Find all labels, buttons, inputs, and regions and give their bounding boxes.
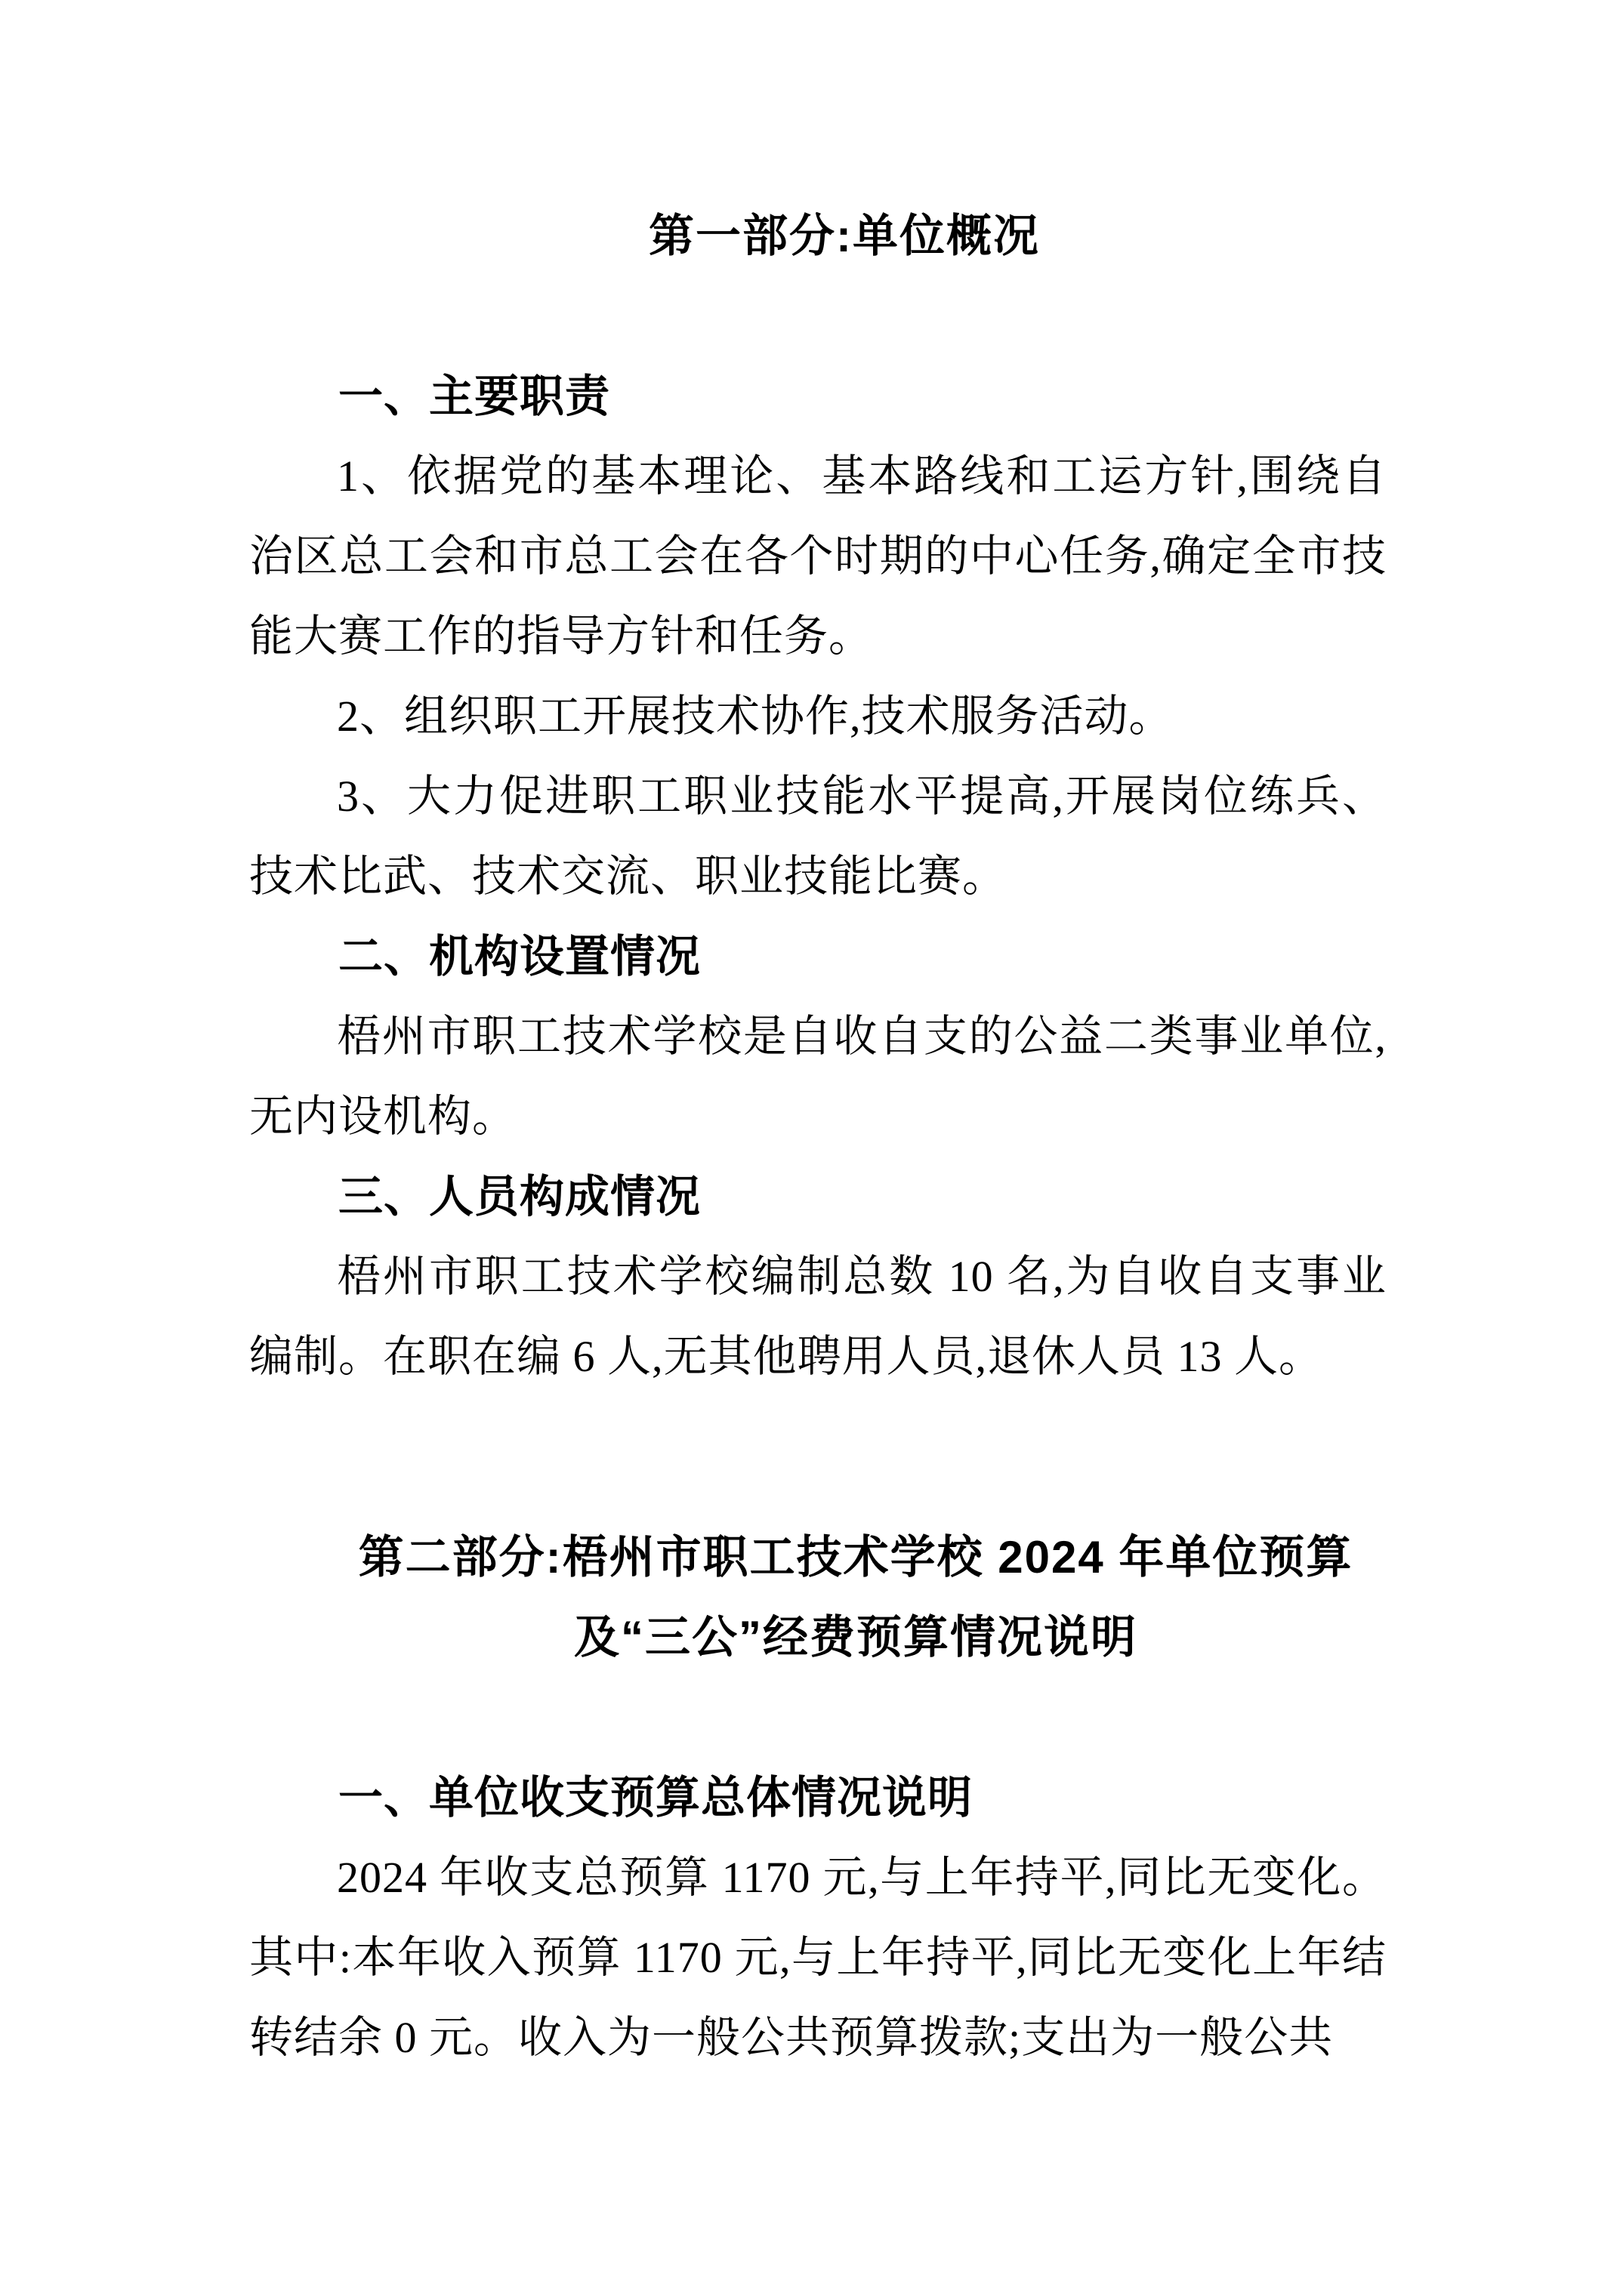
part2-title-block — [249, 1518, 1387, 1678]
part1-paragraph-org-setup: 梧州市职工技术学校是自收自支的公益二类事业单位,无内设机构。 — [249, 1012, 1387, 1141]
part1-paragraph-duty-2: 2、组织职工开展技术协作,技术服务活动。 — [337, 692, 1174, 741]
part1-title: 第一部分:单位概况 — [649, 211, 1040, 261]
part1-paragraph-personnel: 梧州市职工技术学校编制总数 10 名,为自收自支事业编制。在职在编 6 人,无其他聘用人员,退休人员 13 人。 — [249, 1252, 1387, 1381]
section-gap — [249, 1397, 1387, 1518]
part1-heading-main-duties: 一、主要职责 — [338, 371, 611, 421]
blank-line — [249, 1678, 1387, 1758]
part1-heading-org-setup: 二、机构设置情况 — [338, 932, 702, 982]
part1-paragraph-duty-3: 3、大力促进职工职业技能水平提高,开展岗位练兵、技术比武、技术交流、职业技能比赛。 — [249, 772, 1387, 901]
part2-title-line-2: 及“三公”经费预算情况说明 — [574, 1612, 1137, 1663]
part1-paragraph-duty-1: 1、依据党的基本理论、基本路线和工运方针,围绕自治区总工会和市总工会在各个时期的中心任务,确定全市技能大赛工作的指导方针和任务。 — [249, 451, 1387, 661]
part2-title-line-1: 第二部分:梧州市职工技术学校 2024 年单位预算 — [358, 1532, 1353, 1583]
blank-line — [249, 276, 1387, 356]
part1-heading-personnel: 三、人员构成情况 — [338, 1172, 702, 1222]
part2-paragraph-budget-overview: 2024 年收支总预算 1170 元,与上年持平,同比无变化。其中:本年收入预算 1170 元,与上年持平,同比无变化上年结转结余 0 元。收入为一般公共预算拨款;支出为一般公共 — [249, 1853, 1387, 2062]
part2-heading-budget-overview: 一、单位收支预算总体情况说明 — [338, 1773, 973, 1823]
